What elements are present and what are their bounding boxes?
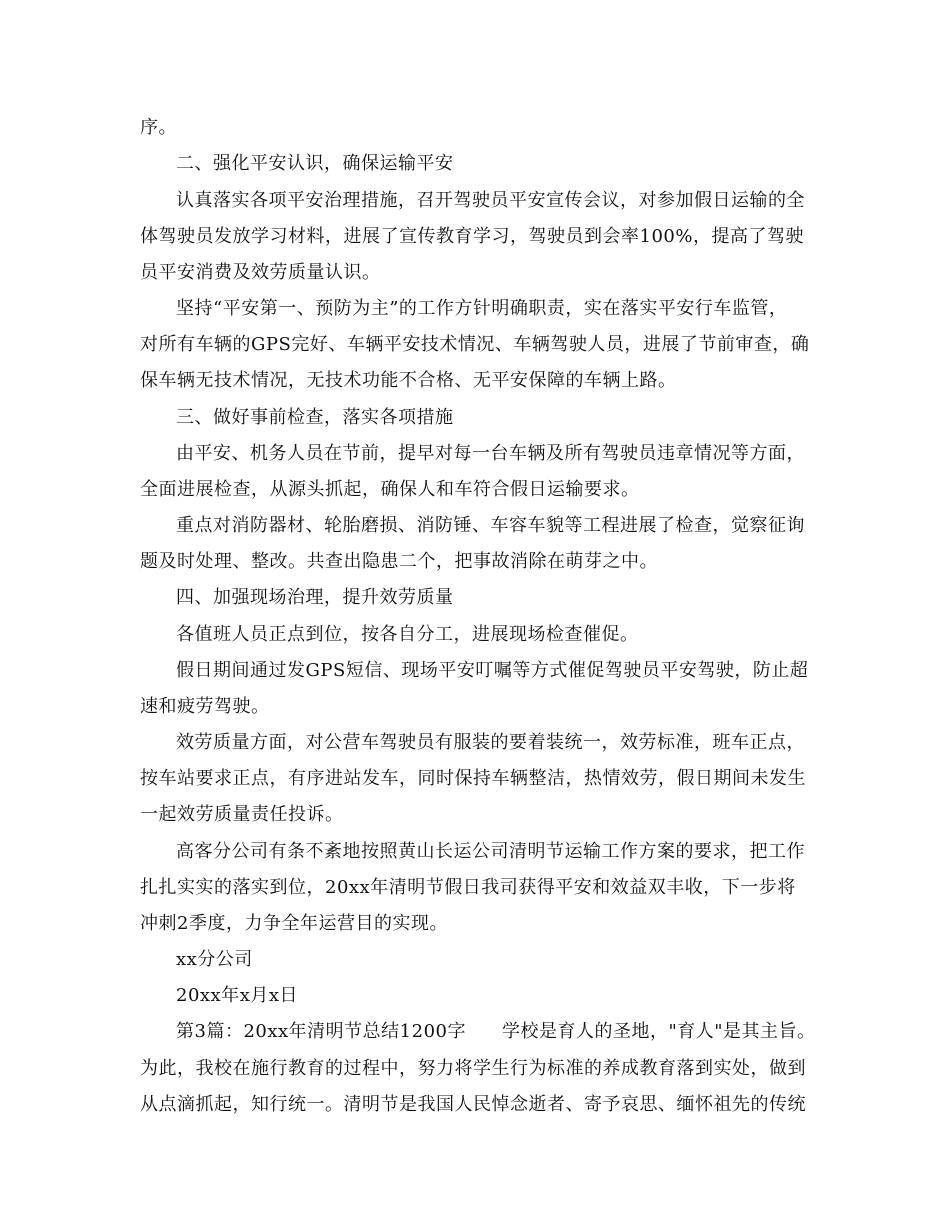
text-line: 一起效劳质量责任投诉。 [140, 804, 344, 825]
text-line: 从点滴抓起，知行统一。清明节是我国人民悼念逝者、寄予哀思、缅怀祖先的传统 [140, 1094, 806, 1115]
text-line: 坚持“平安第一、预防为主”的工作方针明确职责，实在落实平安行车监管， [176, 298, 788, 319]
text-line: 认真落实各项平安治理措施，召开驾驶员平安宣传会议，对参加假日运输的全 [176, 190, 805, 211]
signature-company: xx分公司 [176, 949, 253, 970]
text-line: 对所有车辆的GPS完好、车辆平安技术情况、车辆驾驶人员，进展了节前审查，确 [140, 334, 810, 355]
text-line: 由平安、机务人员在节前，提早对每一台车辆及所有驾驶员违章情况等方面， [176, 443, 805, 464]
section-heading: 三、做好事前检查，落实各项措施 [176, 407, 454, 428]
article-heading-line [176, 1014, 820, 1050]
text-line: 员平安消费及效劳质量认识。 [140, 262, 381, 283]
text-line: 高客分公司有条不紊地按照黄山长运公司清明节运输工作方案的要求，把工作 [176, 841, 805, 862]
section-heading: 四、加强现场治理，提升效劳质量 [176, 587, 454, 608]
text-line: 全面进展检查，从源头抓起，确保人和车符合假日运输要求。 [140, 479, 640, 500]
article-title: 第3篇：20xx年清明节总结1200字 [176, 1021, 466, 1042]
text-line: 体驾驶员发放学习材料，进展了宣传教育学习，驾驶员到会率100%，提高了驾驶 [140, 226, 804, 247]
text-line: 重点对消防器材、轮胎磨损、消防锤、车容车貌等工程进展了检查，觉察征询 [176, 515, 805, 536]
section-heading: 二、强化平安认识，确保运输平安 [176, 153, 454, 174]
text-line: 假日期间通过发GPS短信、现场平安叮嘱等方式催促驾驶员平安驾驶，防止超 [176, 660, 809, 681]
signature-date: 20xx年x月x日 [176, 985, 299, 1006]
text-line: 冲刺2季度，力争全年运营目的实现。 [140, 913, 448, 934]
text-line: 速和疲劳驾驶。 [140, 696, 270, 717]
text-line: 序。 [140, 117, 177, 138]
text-line: 按车站要求正点，有序进站发车，同时保持车辆整洁，热情效劳，假日期间未发生 [140, 768, 806, 789]
text-line: 扎扎实实的落实到位，20xx年清明节假日我司获得平安和效益双丰收，下一步将 [140, 877, 796, 898]
article-lead: 学校是育人的圣地，"育人"是其主旨。 [501, 1021, 816, 1042]
text-line: 效劳质量方面，对公营车驾驶员有服装的要着装统一，效劳标准，班车正点， [176, 732, 805, 753]
text-line: 保车辆无技术情况，无技术功能不合格、无平安保障的车辆上路。 [140, 370, 677, 391]
text-line: 题及时处理、整改。共查出隐患二个，把事故消除在萌芽之中。 [140, 551, 658, 572]
text-line: 各值班人员正点到位，按各自分工，进展现场检查催促。 [176, 624, 639, 645]
text-line: 为此，我校在施行教育的过程中，努力将学生行为标准的养成教育落到实处，做到 [140, 1058, 806, 1079]
